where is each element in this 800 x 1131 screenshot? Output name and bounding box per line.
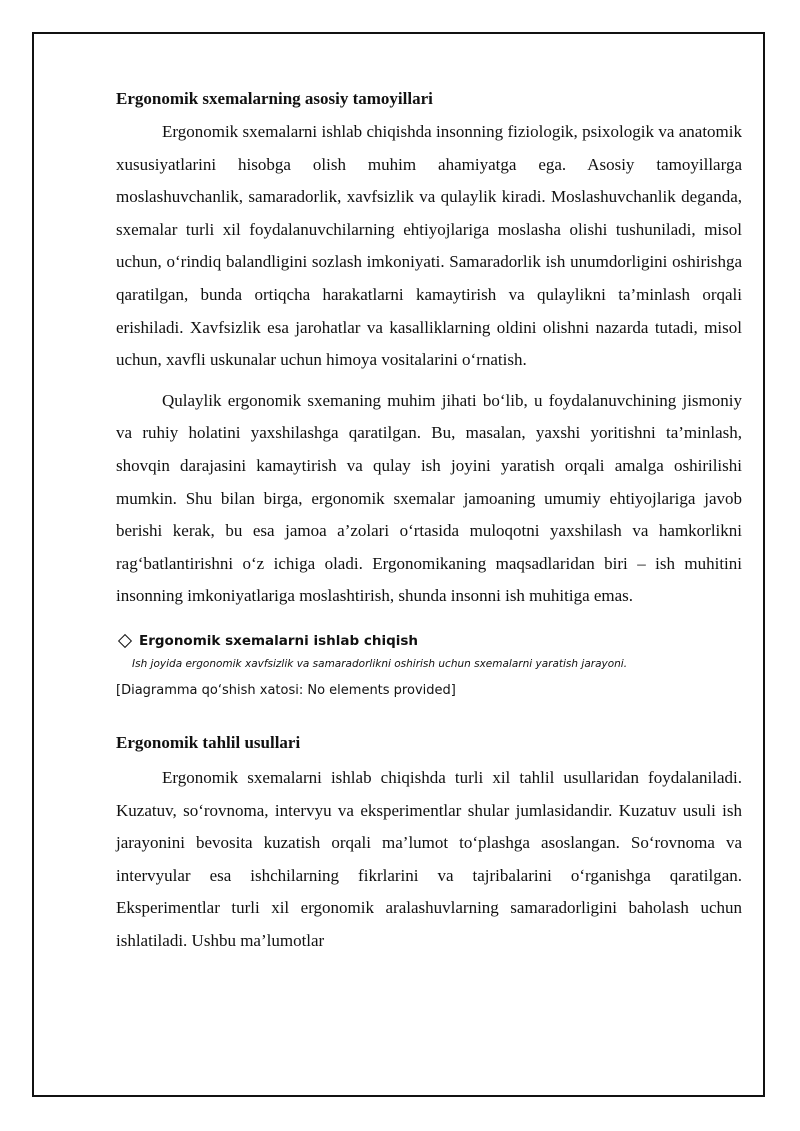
paragraph-principles: Ergonomik sxemalarni ishlab chiqishda insonning fiziologik, psixologik va anatomik xususiyatlarini hisobga olish muhim ahamiyatga ega. Asosiy tamoyillarga moslashuvchanlik, samaradorlik, xavfsizlik va qulaylik kiradi. Moslashuvchanlik deganda, sxemalar turli xil foydalanuvchilarning ehtiyojlariga moslasha olishi tushuniladi, misol uchun, o‘rindiq balandligini sozlash imkoniyati. Samaradorlik ish unumdorligini oshirishga qaratilgan, bunda ortiqcha harakatlarni kamaytirish va qulaylikni ta’minlash orqali erishiladi. Xavfsizlik esa jarohatlar va kasalliklarning oldini olishni nazarda tutadi, misol uchun, xavfli uskunalar uchun himoya vositalarini o‘rnatish. <box>116 122 742 370</box>
section-heading-principles: Ergonomik sxemalarning asosiy tamoyillari <box>116 89 433 108</box>
diagram-title: Ergonomik sxemalarni ishlab chiqish <box>139 632 419 649</box>
diamond-icon <box>118 634 132 648</box>
section-heading-analysis: Ergonomik tahlil usullari <box>116 732 301 752</box>
paragraph-analysis: Ergonomik sxemalarni ishlab chiqishda turli xil tahlil usullaridan foydalaniladi. Kuzatuv, so‘rovnoma, intervyu va eksperimentlar shular jumlasidandir. Kuzatuv usuli ish jarayonini bevosita kuzatish orqali ma’lumot to‘plashga asoslangan. So‘rovnoma va intervyular esa ishchilarning fikrlarini va tajribalarini o‘rganishga qaratilgan. Eksperimentlar turli xil ergonomik aralashuvlarning samaradorligini baholash uchun ishlatiladi. Ushbu ma’lumotlar <box>116 767 742 950</box>
diagram-title-row <box>116 630 742 652</box>
diagram-error-message: [Diagramma qo‘shish xatosi: No elements provided] <box>116 682 456 698</box>
diagram-block <box>116 630 742 700</box>
paragraph-comfort: Qulaylik ergonomik sxemaning muhim jihati bo‘lib, u foydalanuvchining jismoniy va ruhiy holatini yaxshilashga qaratilgan. Bu, masalan, yaxshi yoritishni ta’minlash, shovqin darajasini kamaytirish va qulay ish joyini yaratish orqali amalga oshirilishi mumkin. Shu bilan birga, ergonomik sxemalar jamoaning umumiy ehtiyojlariga javob berishi kerak, bu esa jamoa a’zolari o‘rtasida muloqotni yaxshilash va hamkorlikni rag‘batlantirishni o‘z ichiga oladi. Ergonomikaning maqsadlaridan biri – ish muhitini insonning imkoniyatlariga moslashtirish, shunda insonni ish muhitiga emas. <box>116 390 742 606</box>
diagram-caption: Ish joyida ergonomik xavfsizlik va samaradorlikni oshirish uchun sxemalarni yaratish jarayoni. <box>132 657 628 670</box>
document-content <box>116 84 742 957</box>
